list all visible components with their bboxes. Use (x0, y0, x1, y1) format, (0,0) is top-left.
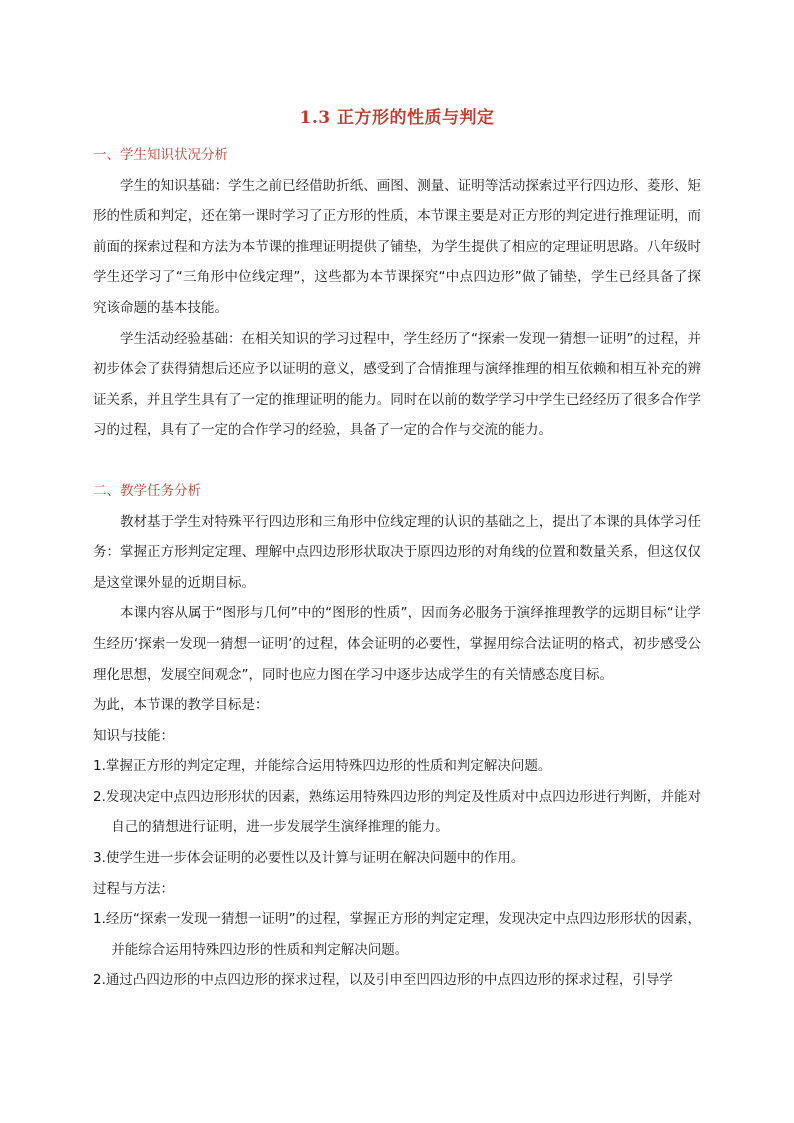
goals-intro: 为此，本节课的教学目标是： (93, 697, 269, 714)
paragraph: 学生的知识基础：学生之前已经借助折纸、画图、测量、证明等活动探索过平行四边形、菱形、矩形的性质和判定，还在第一课时学习了正方形的性质，本节课主要是对正方形的判定进行推理证明，而前面的探索过程和方法为本节课的推理证明提供了铺垫，为学生提供了相应的定理证明思路。八年级时学生还学习了“三角形中位线定理”，这些都为本节课探究“中点四边形”做了铺垫，学生已经具备了探究该命题的基本技能。 (93, 177, 701, 316)
process-label: 过程与方法： (93, 880, 174, 897)
page-title: 1.3 正方形的性质与判定 (299, 108, 495, 128)
spacer (93, 446, 701, 476)
list-item: 1.经历“探索一发现一猜想一证明”的过程，掌握正方形的判定定理，发现决定中点四边形形状的因素，并能综合运用特殊四边形的性质和判定解决问题。 (93, 911, 701, 958)
list-item: 2.通过凸四边形的中点四边形的探求过程，以及引申至凹四边形的中点四边形的探求过程，引导学 (93, 972, 673, 989)
document-body (93, 140, 701, 996)
knowledge-label: 知识与技能： (93, 727, 174, 744)
paragraph: 本课内容从属于“图形与几何”中的“图形的性质”，因而务必服务于演绎推理教学的远期目标“让学生经历‘探索一发现一猜想一证明’的过程，体会证明的必要性，掌握用综合法证明的格式，初步感受公理化思想，发展空间观念”，同时也应力图在学习中逐步达成学生的有关情感态度目标。 (93, 605, 701, 683)
list-item: 2.发现决定中点四边形形状的因素，熟练运用特殊四边形的判定及性质对中点四边形进行判断，并能对自己的猜想进行证明，进一步发展学生演绎推理的能力。 (93, 788, 701, 836)
list-item: 1.掌握正方形的判定定理，并能综合运用特殊四边形的性质和判定解决问题。 (93, 758, 552, 775)
paragraph: 学生活动经验基础：在相关知识的学习过程中，学生经历了“探索一发现一猜想一证明”的过程，并初步体会了获得猜想后还应予以证明的意义，感受到了合情推理与演绎推理的相互依赖和相互补充的辨证关系，并且学生具有了一定的推理证明的能力。同时在以前的数学学习中学生已经经历了很多合作学习的过程，具有了一定的合作学习的经验，具备了一定的合作与交流的能力。 (93, 330, 701, 439)
section-heading-1: 一、学生知识状况分析 (93, 147, 228, 163)
list-item: 3.使学生进一步体会证明的必要性以及计算与证明在解决问题中的作用。 (93, 850, 525, 867)
section-heading-2: 二、教学任务分析 (93, 482, 201, 499)
paragraph: 教材基于学生对特殊平行四边形和三角形中位线定理的认识的基础之上，提出了本课的具体学习任务：掌握正方形判定定理、理解中点四边形形状取决于原四边形的对角线的位置和数量关系，但这仅仅是这堂课外显的近期目标。 (93, 513, 701, 591)
